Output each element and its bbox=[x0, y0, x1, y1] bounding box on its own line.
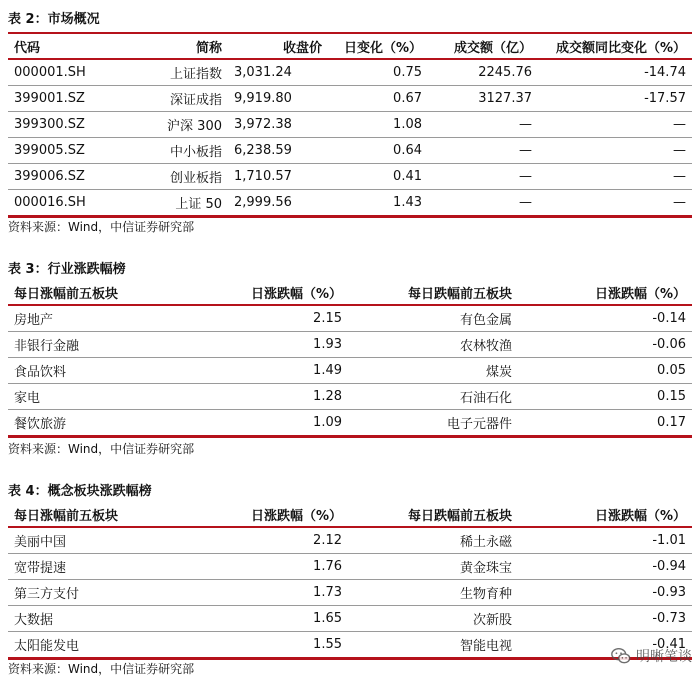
cell-turnover: — bbox=[428, 190, 538, 217]
industry-ranking-table bbox=[8, 280, 692, 438]
cell-loser-change: -0.93 bbox=[518, 580, 692, 606]
cell-turnover: — bbox=[428, 138, 538, 164]
cell-change: 0.41 bbox=[328, 164, 428, 190]
cell-code: 399005.SZ bbox=[8, 138, 118, 164]
cell-change: 0.64 bbox=[328, 138, 428, 164]
cell-loser-sector: 次新股 bbox=[348, 606, 518, 632]
cell-loser-change: 0.05 bbox=[518, 358, 692, 384]
table3-caption: 表 3：行业涨跌幅榜 bbox=[8, 262, 126, 277]
cell-loser-change: -0.14 bbox=[518, 305, 692, 332]
cell-gainer-change: 1.55 bbox=[168, 632, 348, 659]
market-overview-table bbox=[8, 32, 692, 218]
cell-change: 0.75 bbox=[328, 59, 428, 86]
table2-source: 资料来源：Wind，中信证券研究部 bbox=[8, 220, 195, 234]
cell-turnover-yoy: -17.57 bbox=[538, 86, 692, 112]
cell-loser-sector: 智能电视 bbox=[348, 632, 518, 659]
cell-turnover-yoy: -14.74 bbox=[538, 59, 692, 86]
cell-code: 000016.SH bbox=[8, 190, 118, 217]
cell-code: 000001.SH bbox=[8, 59, 118, 86]
cell-gainer-sector: 太阳能发电 bbox=[8, 632, 168, 659]
column-header: 日变化（%） bbox=[328, 33, 428, 59]
cell-gainer-change: 1.09 bbox=[168, 410, 348, 437]
cell-change: 1.08 bbox=[328, 112, 428, 138]
table4-caption: 表 4：概念板块涨跌幅榜 bbox=[8, 484, 152, 499]
column-header: 日涨跌幅（%） bbox=[518, 280, 692, 305]
wechat-icon bbox=[610, 645, 632, 667]
cell-loser-change: -0.94 bbox=[518, 554, 692, 580]
concept-ranking-table bbox=[8, 502, 692, 660]
table3-source: 资料来源：Wind，中信证券研究部 bbox=[8, 442, 195, 456]
cell-turnover: 2245.76 bbox=[428, 59, 538, 86]
cell-code: 399001.SZ bbox=[8, 86, 118, 112]
cell-gainer-change: 1.93 bbox=[168, 332, 348, 358]
cell-turnover: — bbox=[428, 112, 538, 138]
cell-turnover: 3127.37 bbox=[428, 86, 538, 112]
column-header: 日涨跌幅（%） bbox=[168, 280, 348, 305]
table2-caption: 表 2：市场概况 bbox=[8, 12, 100, 27]
cell-turnover-yoy: — bbox=[538, 112, 692, 138]
cell-name: 上证 50 bbox=[118, 190, 228, 217]
cell-close: 9,919.80 bbox=[228, 86, 328, 112]
cell-name: 创业板指 bbox=[118, 164, 228, 190]
cell-close: 3,972.38 bbox=[228, 112, 328, 138]
cell-turnover-yoy: — bbox=[538, 164, 692, 190]
cell-change: 1.43 bbox=[328, 190, 428, 217]
cell-gainer-sector: 餐饮旅游 bbox=[8, 410, 168, 437]
table-row bbox=[8, 305, 692, 332]
cell-gainer-change: 1.73 bbox=[168, 580, 348, 606]
column-header: 日涨跌幅（%） bbox=[168, 502, 348, 527]
cell-loser-change: -0.06 bbox=[518, 332, 692, 358]
column-header: 每日涨幅前五板块 bbox=[8, 280, 168, 305]
cell-gainer-change: 1.49 bbox=[168, 358, 348, 384]
table-row bbox=[8, 112, 692, 138]
table-row bbox=[8, 332, 692, 358]
column-header: 成交额（亿） bbox=[428, 33, 538, 59]
cell-close: 6,238.59 bbox=[228, 138, 328, 164]
watermark-text: 明晰笔谈 bbox=[636, 649, 692, 665]
table4-source: 资料来源：Wind，中信证券研究部 bbox=[8, 662, 195, 676]
cell-gainer-sector: 第三方支付 bbox=[8, 580, 168, 606]
cell-name: 中小板指 bbox=[118, 138, 228, 164]
cell-turnover-yoy: — bbox=[538, 190, 692, 217]
cell-gainer-change: 1.65 bbox=[168, 606, 348, 632]
cell-gainer-change: 2.12 bbox=[168, 527, 348, 554]
table-row bbox=[8, 606, 692, 632]
table-row bbox=[8, 384, 692, 410]
cell-code: 399300.SZ bbox=[8, 112, 118, 138]
cell-close: 1,710.57 bbox=[228, 164, 328, 190]
cell-loser-sector: 黄金珠宝 bbox=[348, 554, 518, 580]
cell-name: 上证指数 bbox=[118, 59, 228, 86]
cell-gainer-change: 2.15 bbox=[168, 305, 348, 332]
table-row bbox=[8, 164, 692, 190]
cell-loser-sector: 生物育种 bbox=[348, 580, 518, 606]
cell-change: 0.67 bbox=[328, 86, 428, 112]
table-header-row bbox=[8, 502, 692, 527]
cell-gainer-change: 1.76 bbox=[168, 554, 348, 580]
column-header: 成交额同比变化（%） bbox=[538, 33, 692, 59]
cell-gainer-sector: 家电 bbox=[8, 384, 168, 410]
cell-name: 沪深 300 bbox=[118, 112, 228, 138]
cell-loser-change: -0.73 bbox=[518, 606, 692, 632]
cell-gainer-sector: 非银行金融 bbox=[8, 332, 168, 358]
cell-loser-change: 0.17 bbox=[518, 410, 692, 437]
table-row bbox=[8, 86, 692, 112]
cell-gainer-change: 1.28 bbox=[168, 384, 348, 410]
cell-loser-sector: 电子元器件 bbox=[348, 410, 518, 437]
cell-loser-change: 0.15 bbox=[518, 384, 692, 410]
cell-name: 深证成指 bbox=[118, 86, 228, 112]
column-header: 代码 bbox=[8, 33, 118, 59]
table-row bbox=[8, 527, 692, 554]
table-row bbox=[8, 138, 692, 164]
cell-gainer-sector: 宽带提速 bbox=[8, 554, 168, 580]
table-row bbox=[8, 554, 692, 580]
watermark bbox=[610, 645, 692, 667]
cell-gainer-sector: 美丽中国 bbox=[8, 527, 168, 554]
cell-close: 2,999.56 bbox=[228, 190, 328, 217]
cell-loser-sector: 稀土永磁 bbox=[348, 527, 518, 554]
table-row bbox=[8, 632, 692, 659]
cell-gainer-sector: 房地产 bbox=[8, 305, 168, 332]
cell-loser-change: -0.41 bbox=[518, 632, 692, 659]
table-row bbox=[8, 410, 692, 437]
column-header: 简称 bbox=[118, 33, 228, 59]
table-row bbox=[8, 358, 692, 384]
column-header: 每日涨幅前五板块 bbox=[8, 502, 168, 527]
column-header: 收盘价 bbox=[228, 33, 328, 59]
cell-loser-sector: 煤炭 bbox=[348, 358, 518, 384]
table-header-row bbox=[8, 280, 692, 305]
table-row bbox=[8, 190, 692, 217]
cell-turnover-yoy: — bbox=[538, 138, 692, 164]
cell-close: 3,031.24 bbox=[228, 59, 328, 86]
cell-turnover: — bbox=[428, 164, 538, 190]
column-header: 每日跌幅前五板块 bbox=[348, 502, 518, 527]
table-header-row bbox=[8, 33, 692, 59]
cell-loser-change: -1.01 bbox=[518, 527, 692, 554]
column-header: 每日跌幅前五板块 bbox=[348, 280, 518, 305]
cell-loser-sector: 有色金属 bbox=[348, 305, 518, 332]
table-row bbox=[8, 580, 692, 606]
cell-loser-sector: 石油石化 bbox=[348, 384, 518, 410]
cell-gainer-sector: 食品饮料 bbox=[8, 358, 168, 384]
column-header: 日涨跌幅（%） bbox=[518, 502, 692, 527]
cell-loser-sector: 农林牧渔 bbox=[348, 332, 518, 358]
cell-code: 399006.SZ bbox=[8, 164, 118, 190]
table-row bbox=[8, 59, 692, 86]
cell-gainer-sector: 大数据 bbox=[8, 606, 168, 632]
